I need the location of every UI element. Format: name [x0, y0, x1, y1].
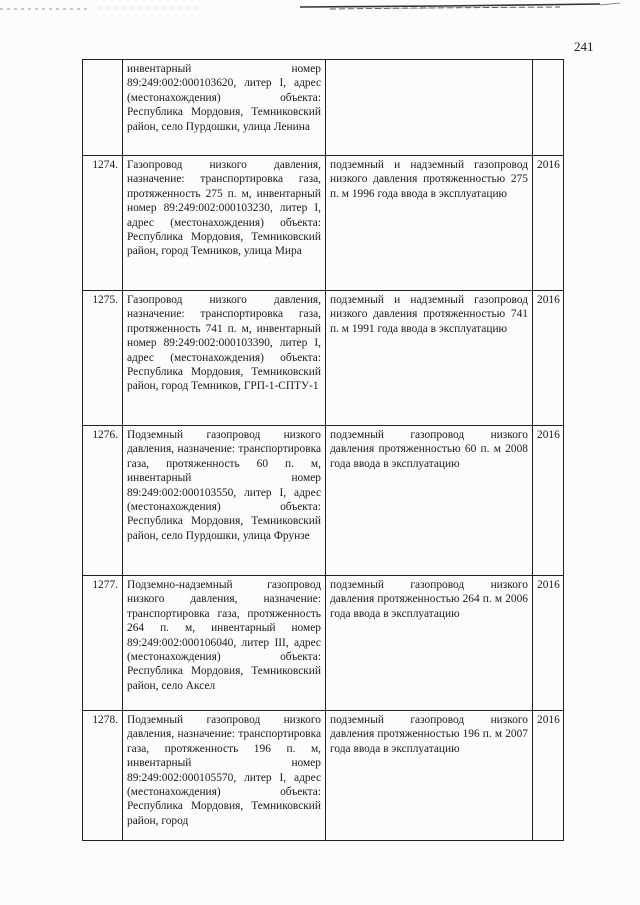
row-number-cell: 1276. [83, 426, 123, 576]
object-description-cell: подземный газопровод низкого давления протяженностью 60 п. м 2008 года ввода в эксплуатацию [326, 426, 533, 576]
row-number-cell: 1274. [83, 156, 123, 291]
year-cell: 2016 [533, 711, 564, 841]
table-row [83, 426, 564, 576]
object-name-cell: Подземный газопровод низкого давления, назначение: транспортировка газа, протяженность 60 п. м, инвентарный номер 89:249:002:000103550, литер I, адрес (местонахождения) объекта: Республика Мордовия, Темниковский район, село Пурдошки, улица Фрунзе [123, 426, 326, 576]
row-number-cell: 1278. [83, 711, 123, 841]
scan-edge-noise [0, 0, 640, 14]
row-number-cell: 1275. [83, 291, 123, 426]
object-name-cell: инвентарный номер 89:249:002:000103620, литер I, адрес (местонахождения) объекта: Республика Мордовия, Темниковский район, село Пурдошки, улица Ленина [123, 60, 326, 156]
table-row [83, 576, 564, 711]
year-cell: 2016 [533, 291, 564, 426]
object-name-cell: Газопровод низкого давления, назначение: транспортировка газа, протяженность 275 п. м, инвентарный номер 89:249:002:000103230, литер I, адрес (местонахождения) объекта: Республика Мордовия, Темниковский район, город Темников, улица Мира [123, 156, 326, 291]
row-number-cell [83, 60, 123, 156]
table-row [83, 291, 564, 426]
property-registry-table [82, 59, 564, 841]
table-row [83, 711, 564, 841]
object-description-cell: подземный газопровод низкого давления протяженностью 196 п. м 2007 года ввода в эксплуатацию [326, 711, 533, 841]
row-number-cell: 1277. [83, 576, 123, 711]
object-description-cell [326, 60, 533, 156]
year-cell: 2016 [533, 576, 564, 711]
table-row [83, 60, 564, 156]
table-row [83, 156, 564, 291]
object-name-cell: Подземно-надземный газопровод низкого давления, назначение: транспортировка газа, протяженность 264 п. м, инвентарный номер 89:249:002:000106040, литер III, адрес (местонахождения) объекта: Республика Мордовия, Темниковский район, село Аксел [123, 576, 326, 711]
year-cell: 2016 [533, 426, 564, 576]
object-description-cell: подземный и надземный газопровод низкого давления протяженностью 275 п. м 1996 года ввода в эксплуатацию [326, 156, 533, 291]
object-name-cell: Подземный газопровод низкого давления, назначение: транспортировка газа, протяженность 196 п. м, инвентарный номер 89:249:002:000105570, литер I, адрес (местонахождения) объекта: Республика Мордовия, Темниковский район, город [123, 711, 326, 841]
object-description-cell: подземный и надземный газопровод низкого давления протяженностью 741 п. м 1991 года ввода в эксплуатацию [326, 291, 533, 426]
year-cell [533, 60, 564, 156]
page-number: 241 [574, 39, 594, 54]
object-name-cell: Газопровод низкого давления, назначение: транспортировка газа, протяженность 741 п. м, инвентарный номер 89:249:002:000103390, литер I, адрес (местонахождения) объекта: Республика Мордовия, Темниковский район, город Темников, ГРП-1-СПТУ-1 [123, 291, 326, 426]
object-description-cell: подземный газопровод низкого давления протяженностью 264 п. м 2006 года ввода в эксплуатацию [326, 576, 533, 711]
year-cell: 2016 [533, 156, 564, 291]
